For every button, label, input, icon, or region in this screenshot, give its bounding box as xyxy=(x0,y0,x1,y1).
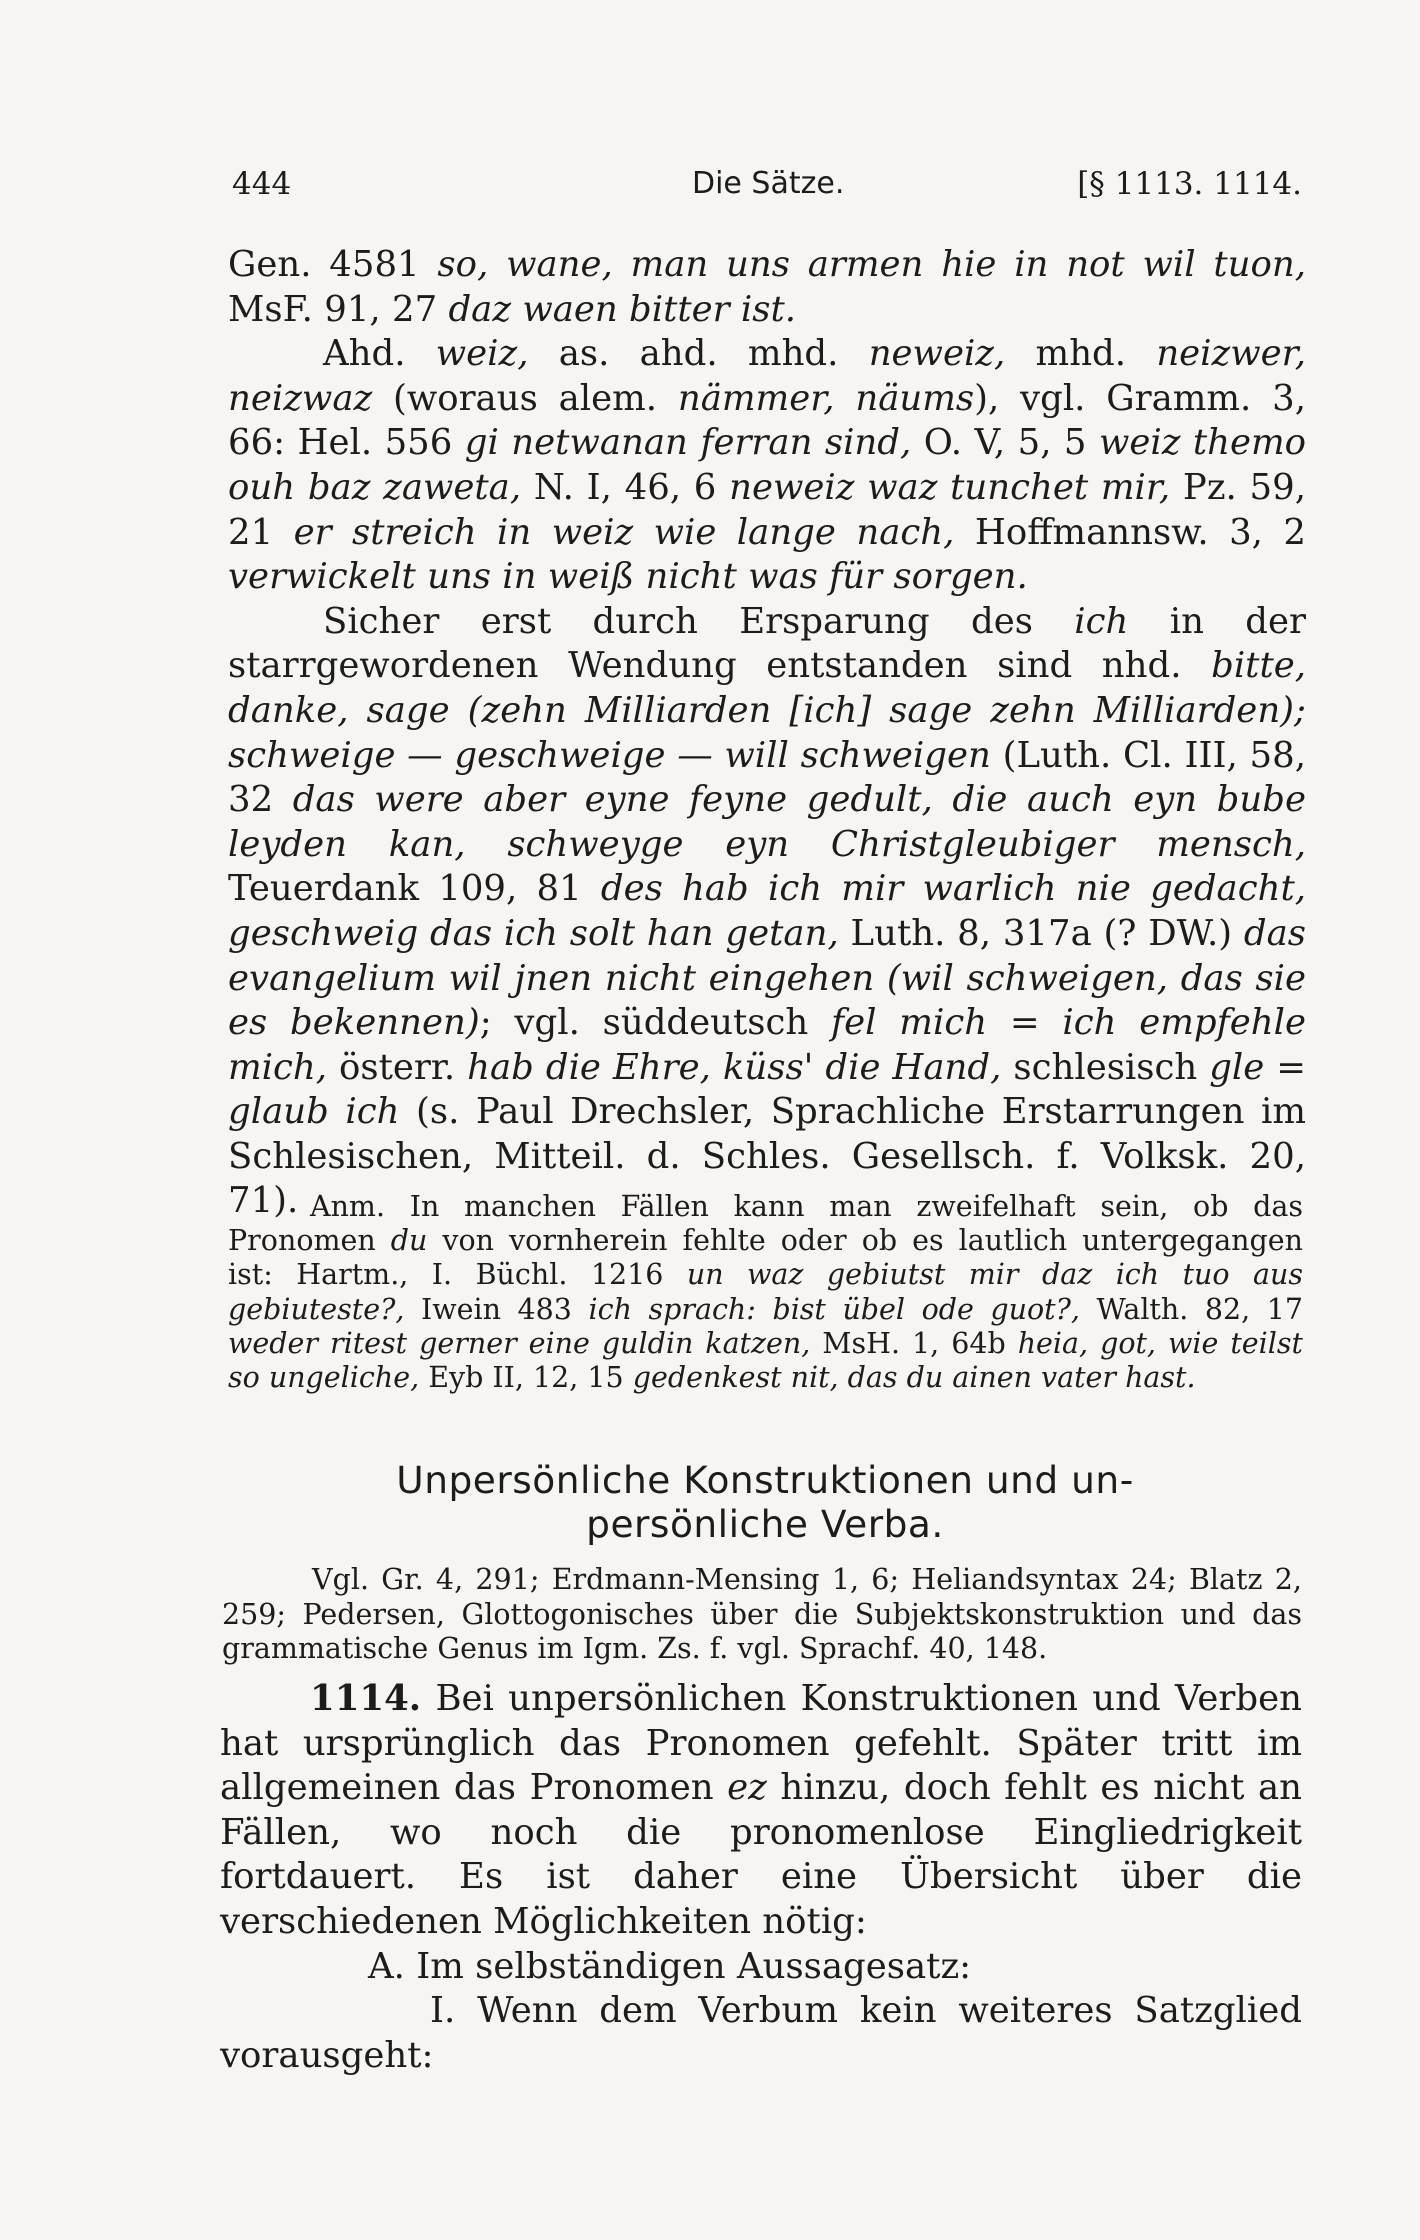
italic-citation-text: weiz themo ouh baz zaweta, xyxy=(228,422,1307,508)
italic-citation-text: un waz gebiutst mir daz ich tuo aus gebiuteste?, xyxy=(228,1258,1303,1326)
text-run: Luth. 8, 317a (? DW.) xyxy=(838,912,1244,954)
annotation-note xyxy=(228,1190,1303,1395)
italic-citation-text: gi netwanan ferran sind, xyxy=(464,422,912,464)
text-run: hinzu, doch fehlt es nicht an Fällen, wo noch die pronomenlose Eingliedrigkeit fortdauert. Es ist daher eine Übersicht über die verschiedenen Möglichkeiten nötig: xyxy=(220,1767,1302,1942)
text-run: N. I, 46, 6 xyxy=(521,466,730,508)
section-number: 1114. xyxy=(310,1678,422,1719)
text-run: Teuerdank 109, 81 xyxy=(228,868,601,910)
text-run: MsH. 1, 64b xyxy=(810,1326,1018,1360)
text-run: Anm. In manchen Fällen kann man zweifelhaft sein, ob das Pronomen xyxy=(228,1190,1303,1258)
text-run: Bei unpersönlichen Konstruktionen und Verben hat ursprünglich das Pronomen gefehlt. Später tritt im allgemeinen das Pronomen xyxy=(220,1678,1302,1809)
italic-citation-text: verwickelt uns in weiß nicht was für sorgen. xyxy=(228,556,1028,598)
italic-citation-text: neweiz waz tunchet mir, xyxy=(729,466,1171,508)
paragraph-ahd-weiz xyxy=(228,332,1306,600)
running-header xyxy=(232,166,1302,206)
text-run: Eyb II, 12, 15 xyxy=(419,1361,633,1395)
subsection-a: A. Im selbständigen Aussagesatz: xyxy=(368,1945,972,1987)
text-run: O. V, 5, 5 xyxy=(911,422,1099,464)
text-run: MsF. 91, 27 xyxy=(228,288,449,330)
italic-citation-text: das were aber eyne feyne gedult, die auch eyn bube leyden kan, schweyge eyn Christgleubiger mensch, xyxy=(228,779,1306,865)
italic-citation-text: gedenkest nit, das du ainen vater hast. xyxy=(632,1361,1196,1395)
italic-citation-text: bitte, danke, sage (zehn Milliarden [ich] sage zehn Milliarden); schweige — geschweige — will schweigen xyxy=(228,645,1306,776)
italic-citation-text: neweiz, xyxy=(868,333,1006,375)
italic-citation-text: weder ritest gerner eine guldin katzen, xyxy=(228,1326,811,1360)
main-text xyxy=(228,243,1306,1224)
text-run: Hoffmannsw. 3, 2 xyxy=(954,511,1306,553)
italic-citation-text: fel mich = ich empfehle mich, xyxy=(228,1002,1306,1088)
text-run: ; vgl. süddeutsch xyxy=(479,1002,832,1044)
text-run: in der starrgewordenen Wendung entstanden sind nhd. xyxy=(228,600,1306,687)
text-run: Sicher erst durch Ersparung des xyxy=(323,600,1075,642)
paragraph-1114 xyxy=(220,1677,1302,1945)
italic-citation-text: nämmer, näums xyxy=(677,377,975,419)
text-run: Ahd. xyxy=(323,333,436,375)
italic-citation-text: ez xyxy=(727,1767,767,1809)
italic-citation-text: weiz, xyxy=(435,333,529,375)
text-run: mhd. xyxy=(1005,333,1157,375)
text-run: (Luth. Cl. III, 58, 32 xyxy=(228,734,1307,821)
section-reference: [§ 1113. 1114. xyxy=(1077,166,1302,202)
italic-citation-text: so, wane, man uns armen hie in not wil tuon, xyxy=(437,244,1306,285)
italic-citation-text: du xyxy=(390,1224,428,1258)
page-number: 444 xyxy=(232,166,292,202)
subsection-i: I. Wenn dem Verbum kein weiteres Satzglied vorausgeht: xyxy=(220,1990,1302,2076)
text-run: as. ahd. mhd. xyxy=(528,333,869,375)
text-run: österr. xyxy=(327,1046,468,1088)
heading-line-2: persönliche Verba. xyxy=(586,1502,944,1546)
italic-citation-text: heia, got, wie teilst so ungeliche, xyxy=(228,1326,1303,1395)
section-heading xyxy=(300,1458,1230,1546)
paragraph-citations xyxy=(228,243,1306,332)
italic-citation-text: er streich in weiz wie lange nach, xyxy=(293,511,955,553)
text-run: Gen. 4581 xyxy=(228,244,438,285)
italic-citation-text: gle = glaub ich xyxy=(228,1046,1306,1133)
italic-citation-text: das evangelium wil jnen nicht eingehen (wil schweigen, das sie es bekennen) xyxy=(228,912,1306,1044)
section-1114 xyxy=(220,1677,1302,2078)
heading-line-1: Unpersönliche Konstruktionen und un- xyxy=(396,1458,1134,1502)
italic-citation-text: hab die Ehre, küss' die Hand, xyxy=(467,1046,1002,1088)
text-run: schlesisch xyxy=(1001,1046,1210,1088)
references-text: Vgl. Gr. 4, 291; Erdmann-Mensing 1, 6; Heliandsyntax 24; Blatz 2, 259; Pedersen, Glottogonisches über die Subjektskonstruktion und das grammatische Genus im Igm. Zs. f. vgl. Sprachf. 40, 148. xyxy=(222,1563,1302,1665)
text-run: ), vgl. Gramm. 3, 66: Hel. 556 xyxy=(228,377,1306,464)
text-run: Iwein 483 xyxy=(404,1292,589,1326)
italic-citation-text: ich sprach: bist übel ode guot?, xyxy=(588,1292,1080,1326)
text-run: (s. Paul Drechsler, Sprachliche Erstarrungen im Schlesischen, Mitteil. d. Schles. Gesellsch. f. Volksk. 20, 71). xyxy=(228,1091,1306,1222)
italic-citation-text: des hab ich mir warlich nie gedacht, geschweig das ich solt han getan, xyxy=(228,868,1307,954)
italic-citation-text: neizwer, neizwaz xyxy=(228,333,1306,419)
italic-citation-text: daz waen bitter ist. xyxy=(448,288,797,330)
text-run: Walth. 82, 17 xyxy=(1079,1292,1303,1326)
running-title: Die Sätze. xyxy=(692,166,845,201)
note-text xyxy=(228,1190,1303,1395)
paragraph-ersparung xyxy=(228,600,1306,1224)
text-run: von vornherein fehlte oder ob es lautlich untergegangen ist: Hartm., I. Büchl. 1216 xyxy=(228,1224,1304,1292)
text-run: Pz. 59, 21 xyxy=(228,466,1306,553)
bibliography-references xyxy=(222,1563,1302,1667)
italic-citation-text: ich xyxy=(1074,600,1129,642)
text-run: (woraus alem. xyxy=(372,377,678,419)
